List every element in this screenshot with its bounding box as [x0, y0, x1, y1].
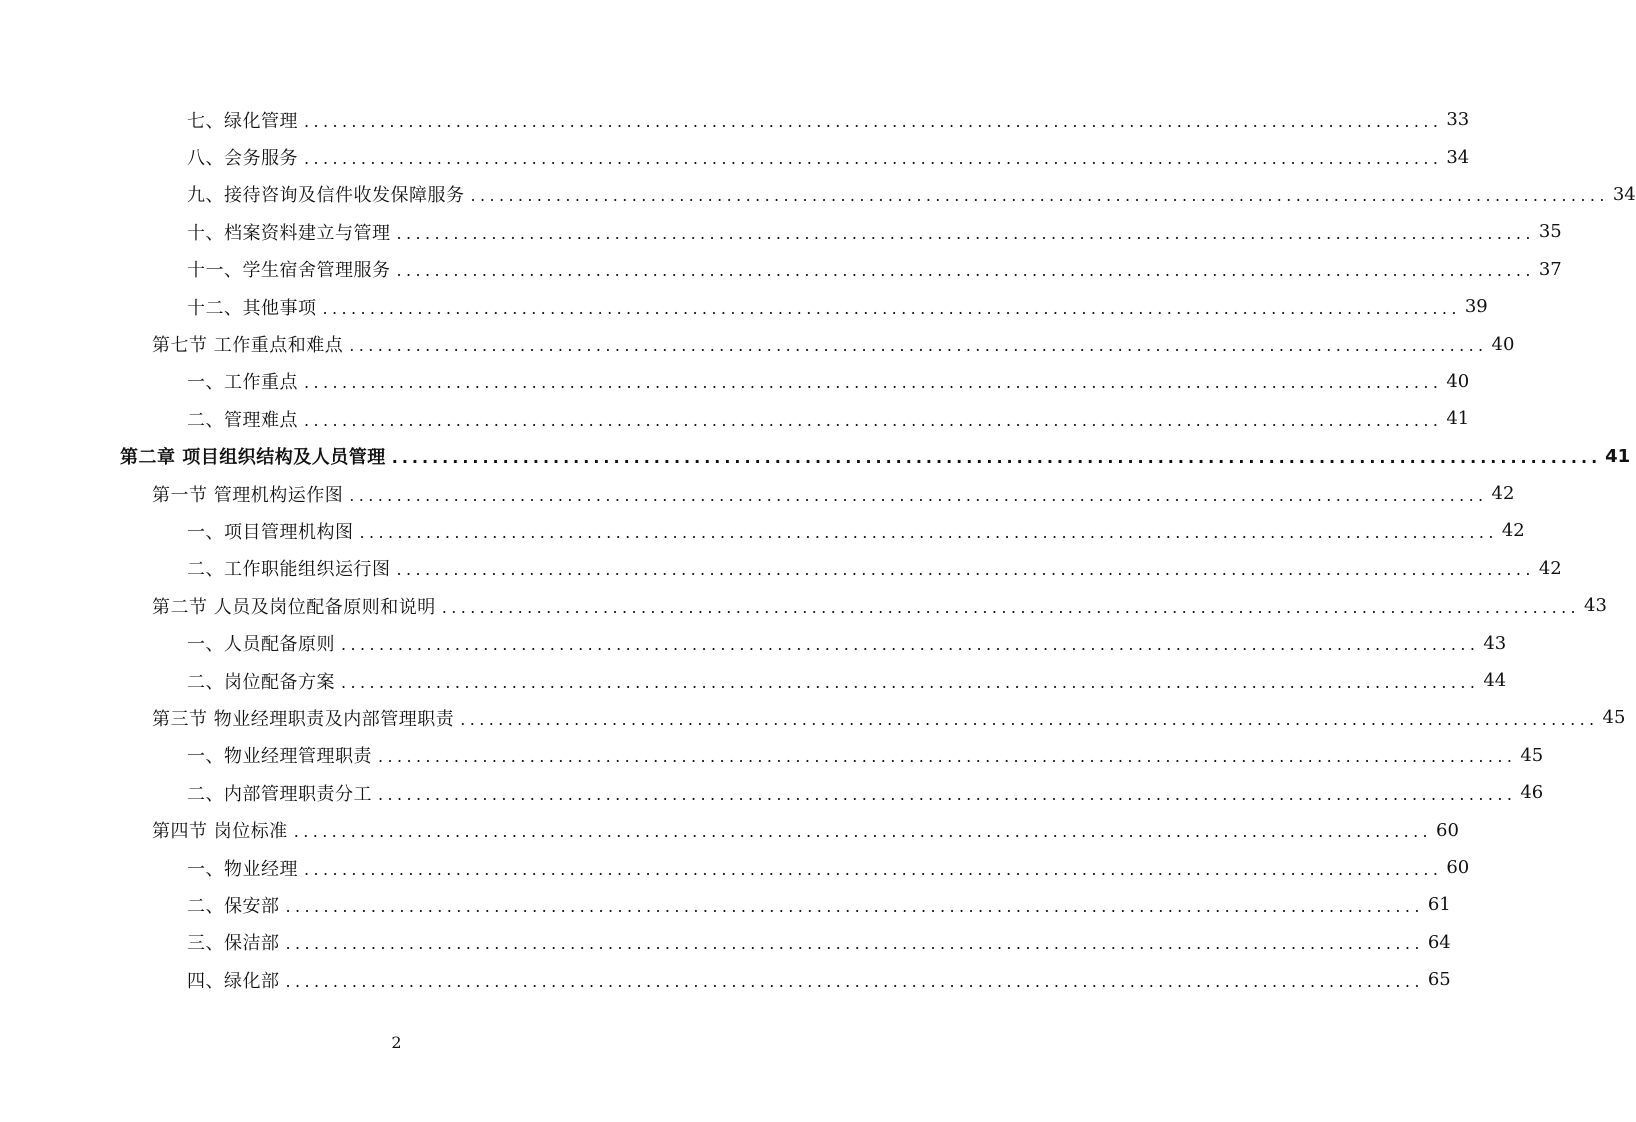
- toc-entry-title: 二、岗位配备方案: [187, 671, 335, 693]
- toc-entry-page-number: 40: [1491, 333, 1515, 355]
- toc-entry[interactable]: [0, 288, 1488, 325]
- toc-entry-page-number: 44: [1483, 670, 1507, 692]
- toc-entry[interactable]: [0, 924, 1451, 961]
- toc-dot-leader: ........................................................................................................................: [304, 410, 1443, 430]
- toc-entry-page-number: 41: [1605, 445, 1631, 467]
- toc-entry-title: 第一节 管理机构运作图: [152, 484, 344, 506]
- toc-entry-page-number: 34: [1612, 183, 1636, 205]
- toc-entry[interactable]: [0, 550, 1562, 587]
- toc-entry-page-number: 43: [1584, 595, 1607, 617]
- toc-entry-title: 十、档案资料建立与管理: [187, 222, 391, 244]
- toc-entry-title: 二、保安部: [187, 895, 280, 917]
- toc-dot-leader: ........................................................................................................................: [293, 822, 1433, 842]
- toc-entry[interactable]: [0, 363, 1470, 400]
- toc-entry-page-number: 60: [1436, 819, 1459, 841]
- toc-dot-leader: ........................................................................................................................: [396, 560, 1535, 580]
- toc-entry-title: 一、项目管理机构图: [187, 521, 354, 543]
- toc-dot-leader: ........................................................................................................................: [304, 111, 1443, 131]
- toc-entry[interactable]: [0, 849, 1470, 886]
- toc-dot-leader: ........................................................................................................................: [470, 186, 1609, 206]
- toc-entry[interactable]: [0, 138, 1470, 175]
- toc-entry[interactable]: [0, 811, 1459, 848]
- toc-entry-title: 九、接待咨询及信件收发保障服务: [187, 185, 465, 207]
- toc-dot-leader: ........................................................................................................................: [304, 373, 1443, 393]
- toc-dot-leader: ........................................................................................................................: [349, 336, 1488, 356]
- toc-entry[interactable]: [0, 961, 1451, 998]
- toc-dot-leader: ........................................................................................................................: [391, 448, 1602, 468]
- toc-dot-leader: ........................................................................................................................: [285, 971, 1424, 991]
- toc-entry-page-number: 61: [1427, 894, 1451, 916]
- toc-entry[interactable]: [0, 662, 1507, 699]
- toc-entry-title: 第三节 物业经理职责及内部管理职责: [152, 708, 455, 730]
- toc-dot-leader: ........................................................................................................................: [441, 597, 1581, 617]
- toc-entry-page-number: 40: [1446, 370, 1470, 392]
- toc-dot-leader: ........................................................................................................................: [341, 672, 1480, 692]
- toc-entry-title: 八、会务服务: [187, 148, 298, 170]
- toc-entry-title: 四、绿化部: [187, 970, 280, 992]
- toc-entry[interactable]: [0, 624, 1507, 661]
- toc-entry[interactable]: [0, 699, 1626, 736]
- toc-entry-page-number: 45: [1602, 707, 1626, 729]
- toc-entry-title: 第四节 岗位标准: [152, 821, 288, 843]
- toc-entry-page-number: 65: [1427, 969, 1451, 991]
- toc-entry[interactable]: [0, 101, 1470, 138]
- toc-dot-leader: ........................................................................................................................: [359, 522, 1498, 542]
- toc-entry[interactable]: [0, 213, 1562, 250]
- toc-entry-title: 十二、其他事项: [187, 297, 317, 319]
- toc-entry[interactable]: [0, 475, 1515, 512]
- toc-entry-page-number: 46: [1520, 782, 1544, 804]
- toc-entry-title: 十一、学生宿舍管理服务: [187, 260, 391, 282]
- toc-dot-leader: ........................................................................................................................: [341, 635, 1480, 655]
- table-of-contents: [0, 101, 1636, 998]
- toc-entry-page-number: 64: [1427, 931, 1451, 953]
- toc-entry-title: 三、保洁部: [187, 933, 280, 955]
- toc-entry-page-number: 45: [1520, 744, 1544, 766]
- toc-entry-title: 七、绿化管理: [187, 110, 298, 132]
- toc-dot-leader: ........................................................................................................................: [378, 747, 1517, 767]
- toc-entry-page-number: 60: [1446, 857, 1470, 878]
- toc-entry-title: 一、工作重点: [187, 372, 298, 394]
- toc-entry[interactable]: [0, 325, 1515, 362]
- page-number: 2: [391, 1033, 402, 1052]
- toc-entry[interactable]: [0, 176, 1636, 213]
- toc-entry-page-number: 35: [1538, 221, 1562, 243]
- toc-entry-page-number: 37: [1538, 258, 1562, 280]
- toc-entry-title: 二、管理难点: [187, 409, 298, 431]
- toc-entry-title: 一、物业经理管理职责: [187, 746, 372, 768]
- toc-entry-page-number: 42: [1491, 483, 1515, 505]
- toc-entry[interactable]: [0, 737, 1544, 774]
- toc-entry-page-number: 43: [1483, 632, 1507, 654]
- toc-dot-leader: ........................................................................................................................: [304, 859, 1443, 879]
- toc-entry[interactable]: [0, 886, 1451, 923]
- toc-dot-leader: ........................................................................................................................: [396, 223, 1535, 243]
- toc-dot-leader: ........................................................................................................................: [396, 261, 1535, 281]
- toc-entry[interactable]: [0, 438, 1631, 475]
- toc-entry-page-number: 39: [1464, 296, 1488, 318]
- toc-entry[interactable]: [0, 512, 1525, 549]
- toc-dot-leader: ........................................................................................................................: [285, 896, 1424, 916]
- toc-entry-page-number: 34: [1446, 146, 1470, 168]
- toc-entry[interactable]: [0, 400, 1470, 437]
- toc-entry-page-number: 33: [1446, 109, 1470, 131]
- toc-entry-title: 第七节 工作重点和难点: [152, 335, 344, 357]
- toc-entry-title: 二、内部管理职责分工: [187, 783, 372, 805]
- toc-dot-leader: ........................................................................................................................: [349, 485, 1488, 505]
- toc-entry-title: 二、工作职能组织运行图: [187, 559, 391, 581]
- toc-entry-page-number: 42: [1501, 520, 1525, 542]
- toc-dot-leader: ........................................................................................................................: [460, 709, 1599, 729]
- toc-entry-title: 一、人员配备原则: [187, 634, 335, 656]
- toc-dot-leader: ........................................................................................................................: [378, 784, 1517, 804]
- toc-entry-page-number: 41: [1446, 408, 1470, 430]
- toc-entry-title: 第二节 人员及岗位配备原则和说明: [152, 596, 436, 618]
- toc-dot-leader: ........................................................................................................................: [322, 298, 1461, 318]
- toc-entry-title: 一、物业经理: [187, 858, 298, 880]
- toc-entry[interactable]: [0, 587, 1607, 624]
- toc-entry[interactable]: [0, 251, 1562, 288]
- toc-entry[interactable]: [0, 774, 1544, 811]
- toc-entry-page-number: 42: [1538, 557, 1562, 579]
- toc-dot-leader: ........................................................................................................................: [285, 934, 1424, 954]
- toc-dot-leader: ........................................................................................................................: [304, 149, 1443, 169]
- toc-entry-title: 第二章 项目组织结构及人员管理: [120, 447, 386, 469]
